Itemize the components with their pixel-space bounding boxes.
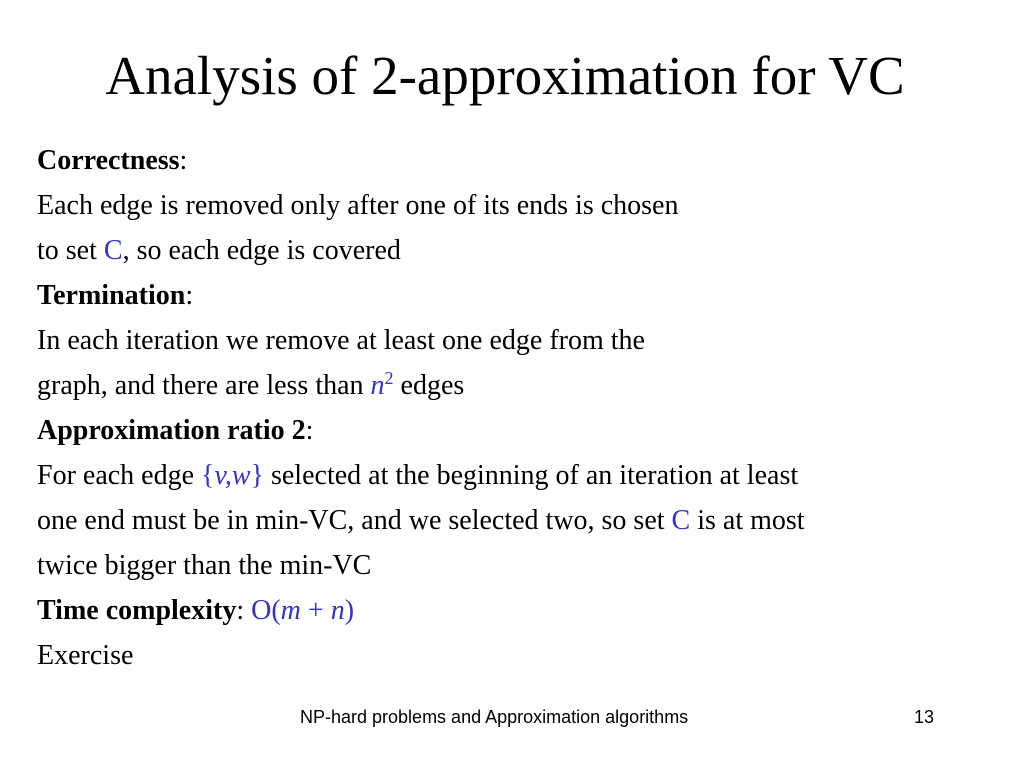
- approximation-line-1-pre: For each edge: [37, 460, 202, 491]
- time-complexity-colon: :: [236, 595, 252, 626]
- termination-line-1: In each iteration we remove at least one edge from the: [37, 325, 645, 356]
- edge-brace-open: {: [201, 460, 215, 491]
- approximation-colon: :: [305, 415, 314, 446]
- approximation-line-1: [37, 453, 1007, 498]
- time-complexity-heading: Time complexity: [37, 595, 237, 626]
- termination-heading: Termination: [37, 280, 186, 311]
- n-variable-2: n: [330, 595, 345, 626]
- correctness-colon: :: [179, 145, 188, 176]
- correctness-line-1: Each edge is removed only after one of its ends is chosen: [37, 190, 679, 221]
- plus-sign: +: [300, 595, 331, 626]
- termination-line-2-pre: graph, and there are less than: [37, 370, 371, 401]
- big-o-open: O(: [251, 595, 281, 626]
- termination-line-2: [37, 363, 1007, 408]
- exercise-note: Exercise: [37, 640, 134, 671]
- approximation-line-3: twice bigger than the min-VC: [37, 550, 372, 581]
- slide-title: Analysis of 2-approximation for VC: [105, 45, 905, 106]
- big-o-close: ): [344, 595, 355, 626]
- set-c-symbol: C: [103, 235, 123, 266]
- termination-heading-line: [37, 273, 1007, 318]
- correctness-line-2: [37, 228, 1007, 273]
- correctness-line-2-pre: to set: [37, 235, 104, 266]
- approximation-line-2-post: is at most: [690, 505, 805, 536]
- set-c-symbol-2: C: [671, 505, 691, 536]
- approximation-heading: Approximation ratio 2: [37, 415, 306, 446]
- approximation-heading-line: [37, 408, 1007, 453]
- n-exponent: 2: [384, 368, 394, 388]
- termination-colon: :: [185, 280, 194, 311]
- correctness-line-2-post: , so each edge is covered: [122, 235, 401, 266]
- time-complexity-line: [37, 588, 1007, 633]
- approximation-line-2-pre: one end must be in min-VC, and we selected two, so set: [37, 505, 672, 536]
- m-variable: m: [280, 595, 301, 626]
- slide-body: [37, 138, 1007, 678]
- approximation-line-1-post: selected at the beginning of an iteration at least: [263, 460, 799, 491]
- edge-vw: v,w: [214, 460, 251, 491]
- termination-line-2-post: edges: [393, 370, 465, 401]
- correctness-heading: Correctness: [37, 145, 180, 176]
- edge-brace-close: }: [250, 460, 264, 491]
- n-variable: n: [370, 370, 385, 401]
- footer-title: NP-hard problems and Approximation algorithms: [300, 707, 689, 727]
- correctness-heading-line: [37, 138, 1007, 183]
- page-number: 13: [914, 707, 935, 727]
- approximation-line-2: [37, 498, 1007, 543]
